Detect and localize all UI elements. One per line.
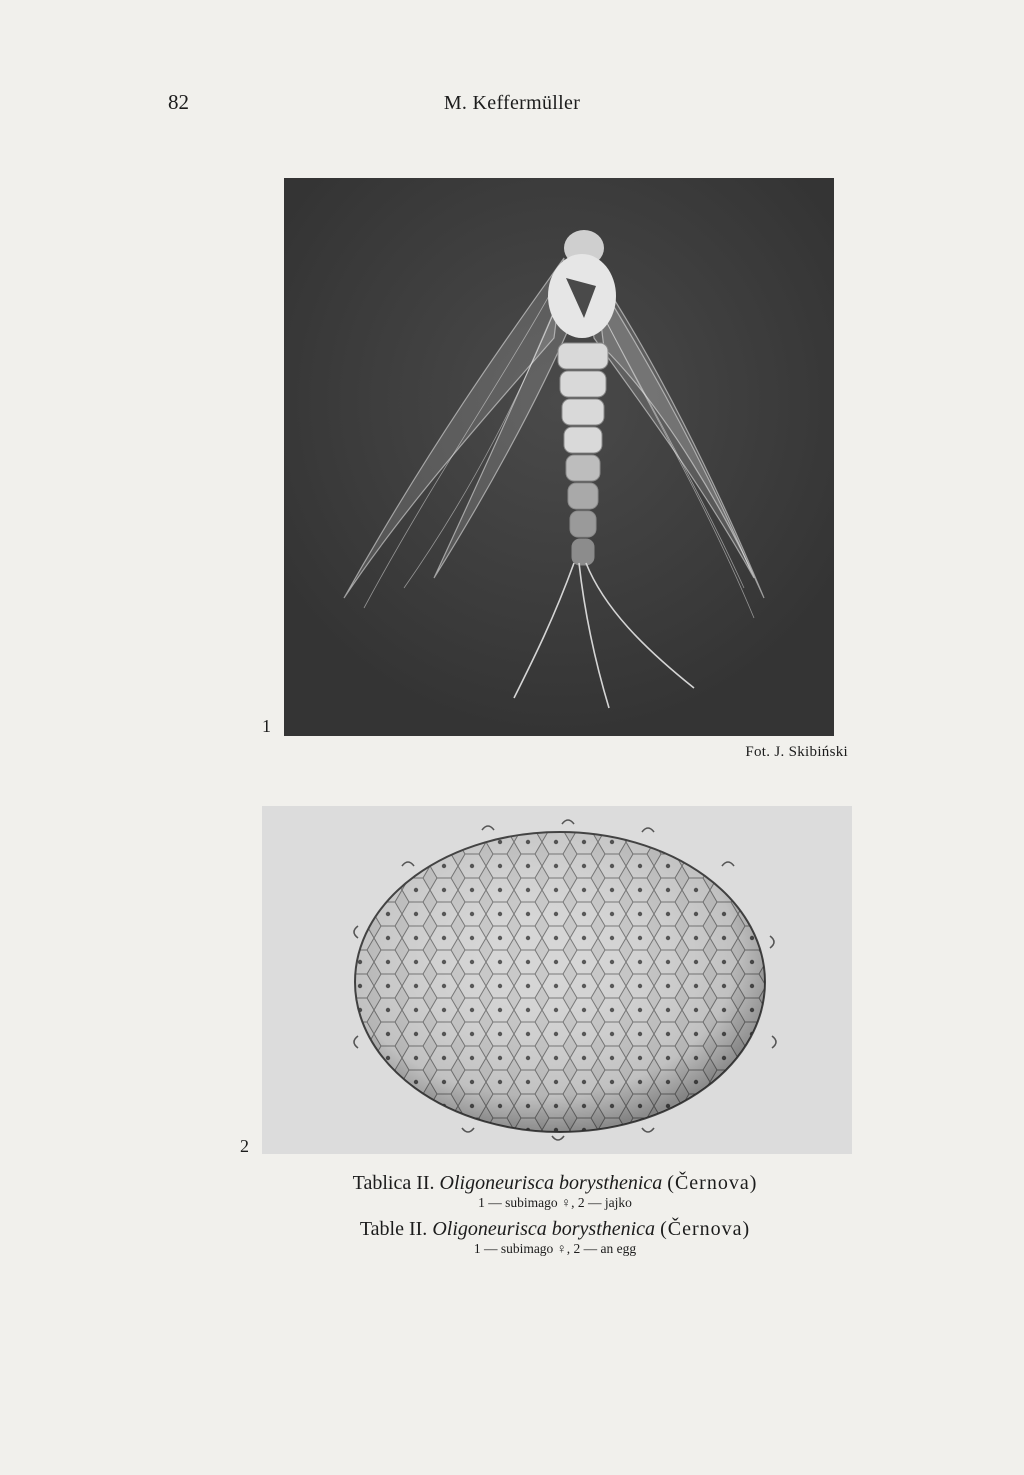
caption-pl-species: Oligoneurisca borysthenica xyxy=(439,1172,663,1194)
photo-credit: Fot. J. Skibiński xyxy=(745,744,848,760)
caption-english xyxy=(0,1218,1024,1257)
mayfly-subimago-illustration xyxy=(284,178,834,736)
running-head-author: M. Keffermüller xyxy=(443,92,581,114)
egg-illustration xyxy=(262,806,852,1154)
caption-polish xyxy=(0,1172,1024,1211)
caption-pl-author: (Černova) xyxy=(667,1172,758,1194)
figure-1-number: 1 xyxy=(262,716,271,736)
caption-pl-prefix: Tablica II. xyxy=(352,1172,435,1194)
page-number: 82 xyxy=(168,90,189,114)
caption-pl-legend: 1 — subimago ♀, 2 — jajko xyxy=(478,1195,632,1210)
figure-1-photo xyxy=(284,178,834,736)
caption-en-legend: 1 — subimago ♀, 2 — an egg xyxy=(473,1241,637,1256)
figure-2-number: 2 xyxy=(240,1136,249,1156)
caption-en-author: (Černova) xyxy=(660,1218,751,1240)
caption-en-prefix: Table II. xyxy=(359,1218,428,1240)
figure-2-egg-drawing xyxy=(262,806,852,1154)
caption-en-species: Oligoneurisca borysthenica xyxy=(432,1218,656,1240)
